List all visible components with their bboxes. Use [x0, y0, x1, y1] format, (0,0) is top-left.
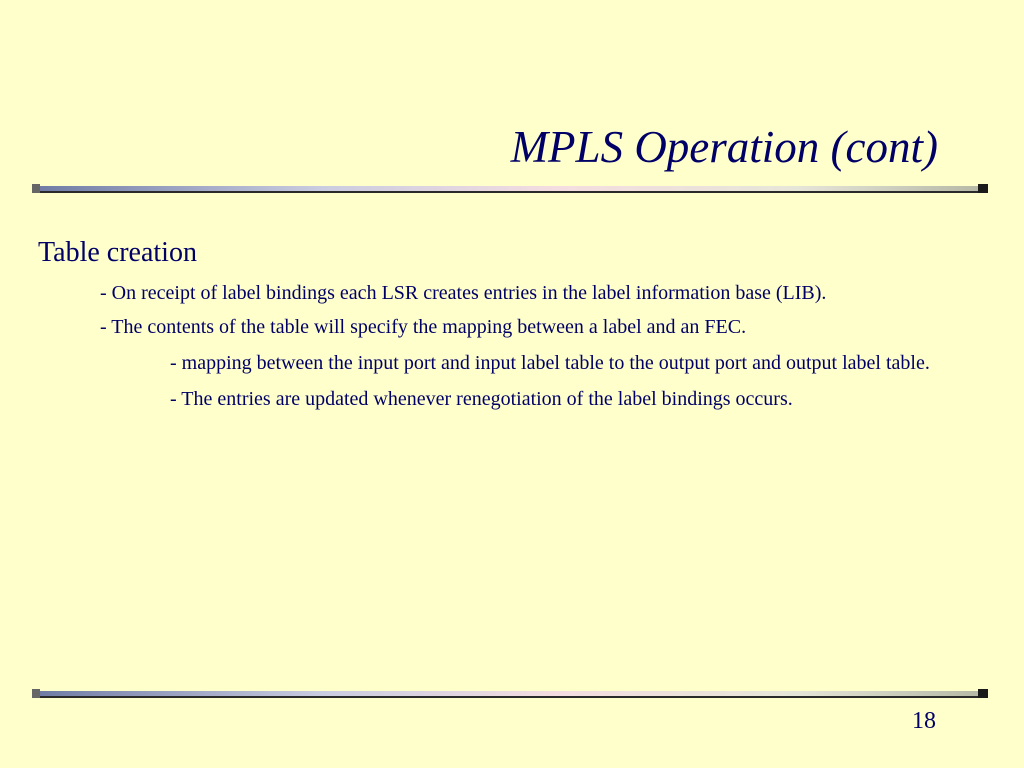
bullet-table-contents: - The contents of the table will specify the mapping between a label and an FEC. — [100, 316, 747, 338]
slide-body — [38, 234, 958, 415]
sub-bullet-port-mapping: - mapping between the input port and input label table to the output port and output label table. — [170, 352, 930, 374]
section-heading: Table creation — [38, 237, 197, 268]
footer-divider — [32, 689, 988, 698]
bullet-lib-entries: - On receipt of label bindings each LSR creates entries in the label information base (LIB). — [100, 282, 827, 304]
slide-title: MPLS Operation (cont) — [510, 122, 938, 172]
page-number: 18 — [912, 708, 936, 734]
title-divider — [32, 184, 988, 193]
sub-bullet-entries-updated: - The entries are updated whenever renegotiation of the label bindings occurs. — [170, 388, 793, 410]
